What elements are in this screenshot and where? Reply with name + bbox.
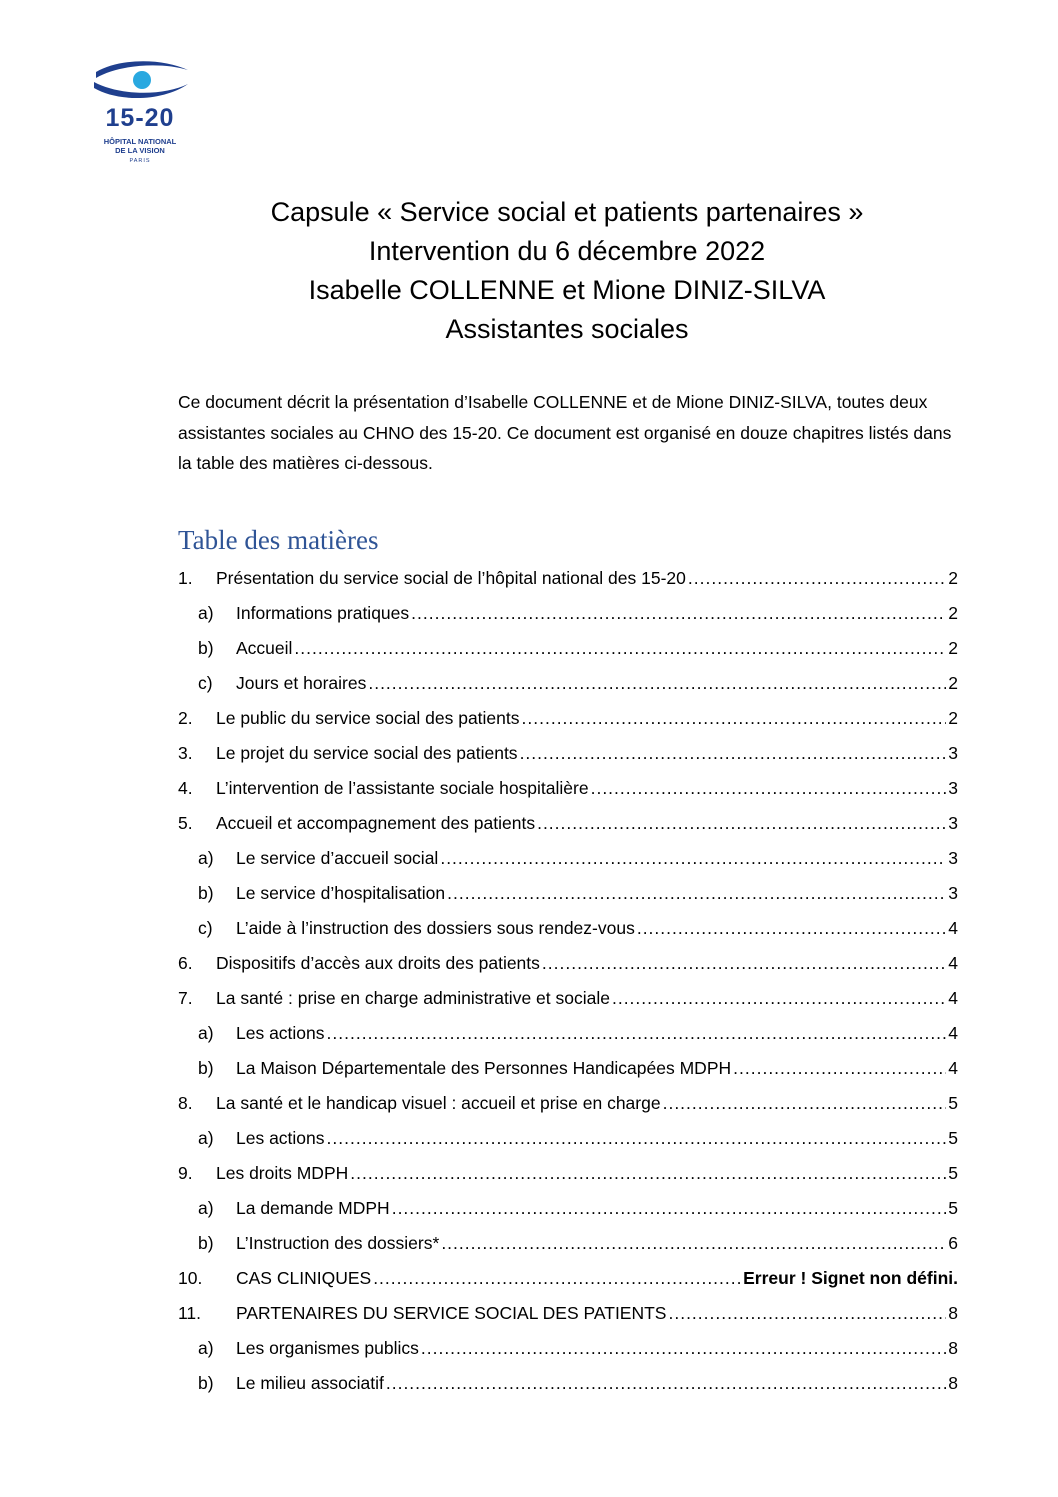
toc-entry[interactable] [178,981,958,1016]
toc-entry-text[interactable]: PARTENAIRES DU SERVICE SOCIAL DES PATIENTS [236,1303,667,1323]
toc-entry-page: 3 [948,848,958,868]
toc-entry-page: 2 [948,638,958,658]
toc-entry[interactable] [178,1156,958,1191]
toc-entry-text[interactable]: Accueil [236,638,293,658]
toc-leader-dots [663,1093,947,1114]
toc-leader-dots [294,638,946,659]
toc-entry[interactable] [178,736,958,771]
toc-entry[interactable] [178,1191,958,1226]
toc-entry-text[interactable]: Les droits MDPH [216,1163,349,1183]
toc-heading: Table des matières [178,525,379,555]
toc-entry[interactable] [178,666,958,701]
toc-entry-page: 3 [948,778,958,798]
eye-icon [90,58,192,108]
toc-entry[interactable] [178,701,958,736]
toc-leader-dots [637,918,946,939]
toc-entry[interactable] [178,1086,958,1121]
toc-entry-number: c) [198,918,213,938]
toc-entry-text[interactable]: Le public du service social des patients [216,708,520,728]
toc-entry-text[interactable]: La santé et le handicap visuel : accueil et prise en charge [216,1093,661,1113]
toc-entry-text[interactable]: L’aide à l’instruction des dossiers sous rendez-vous [236,918,635,938]
toc-entry-text[interactable]: Le projet du service social des patients [216,743,518,763]
toc-entry-number: 5. [178,813,193,833]
toc-entry-page: 8 [948,1338,958,1358]
toc-leader-dots [327,1128,947,1149]
toc-entry-number: a) [198,1198,214,1218]
toc-entry-number: a) [198,1023,214,1043]
toc-entry-page: 6 [948,1233,958,1253]
toc-leader-dots [520,743,947,764]
toc-leader-dots [668,1303,946,1324]
toc-entry-page: 5 [948,1198,958,1218]
toc-entry[interactable] [178,1226,958,1261]
toc-entry-page: 3 [948,883,958,903]
title-line-4: Assistantes sociales [445,314,689,344]
toc-leader-dots [373,1268,741,1289]
toc-entry[interactable] [178,806,958,841]
toc-entry-text[interactable]: Le milieu associatif [236,1373,384,1393]
hospital-logo [90,58,192,170]
toc-entry-number: b) [198,1058,214,1078]
title-line-1: Capsule « Service social et patients partenaires » [270,197,864,227]
toc-entry-page: 3 [948,743,958,763]
toc-entry-number: 9. [178,1163,193,1183]
toc-entry[interactable] [178,946,958,981]
toc-leader-dots [440,848,946,869]
toc-entry-page: 5 [948,1128,958,1148]
toc-entry-page: 2 [948,708,958,728]
toc-leader-dots [591,778,947,799]
toc-leader-dots [421,1338,946,1359]
toc-entry-page: 4 [948,953,958,973]
toc-entry-page: 4 [948,988,958,1008]
toc-entry[interactable] [178,841,958,876]
toc-leader-dots [447,883,946,904]
toc-entry-page: 4 [948,918,958,938]
toc-leader-dots [411,603,946,624]
toc-entry-number: b) [198,1233,214,1253]
toc-leader-dots [368,673,946,694]
toc-entry-text[interactable]: Les actions [236,1128,325,1148]
document-title [0,193,1058,349]
toc-leader-dots [522,708,947,729]
toc-entry-number: 2. [178,708,193,728]
toc-entry-text[interactable]: La demande MDPH [236,1198,390,1218]
toc-entry-page: 3 [948,813,958,833]
toc-entry[interactable] [178,596,958,631]
title-line-2: Intervention du 6 décembre 2022 [368,236,766,266]
toc-entry-text[interactable]: Le service d’accueil social [236,848,439,868]
toc-entry[interactable] [178,1016,958,1051]
toc-leader-dots [386,1373,946,1394]
toc-entry-page: 4 [948,1023,958,1043]
toc-entry[interactable] [178,1121,958,1156]
toc-entry-page: 8 [948,1373,958,1393]
toc-entry-page: 2 [948,603,958,623]
toc-entry-page: 2 [948,568,958,588]
toc-entry-text[interactable]: L’intervention de l’assistante sociale hospitalière [216,778,589,798]
toc-entry-page: Erreur ! Signet non défini. [743,1268,958,1288]
toc-leader-dots [733,1058,946,1079]
toc-entry-text[interactable]: Les organismes publics [236,1338,419,1358]
toc-entry[interactable] [178,561,958,596]
toc-entry-number: 11. [178,1303,202,1323]
logo-city: PARIS [129,158,151,164]
logo-line-2: DE LA VISION [115,146,165,155]
toc-entry-number: a) [198,603,214,623]
toc-entry-page: 5 [948,1163,958,1183]
toc-entry-text[interactable]: Accueil et accompagnement des patients [216,813,536,833]
toc-leader-dots [350,1163,946,1184]
title-line-3: Isabelle COLLENNE et Mione DINIZ-SILVA [308,275,826,305]
toc-leader-dots [537,813,946,834]
toc-entry-number: a) [198,1128,214,1148]
toc-entry-page: 8 [948,1303,958,1323]
toc-entry-number: a) [198,848,214,868]
toc-entry-number: 8. [178,1093,193,1113]
table-of-contents [178,561,958,1401]
toc-entry-text[interactable]: L’Instruction des dossiers* [236,1233,440,1253]
toc-entry-number: 6. [178,953,193,973]
toc-entry-number: 1. [178,568,193,588]
toc-entry-page: 5 [948,1093,958,1113]
toc-entry-text[interactable]: CAS CLINIQUES [236,1268,372,1288]
toc-leader-dots [441,1233,946,1254]
toc-entry-page: 2 [948,673,958,693]
toc-entry[interactable] [178,1051,958,1086]
toc-entry[interactable] [178,1331,958,1366]
toc-entry-text[interactable]: Le service d’hospitalisation [236,883,446,903]
toc-entry-text[interactable]: Informations pratiques [236,603,410,623]
toc-entry-text[interactable]: La Maison Départementale des Personnes Handicapées MDPH [236,1058,732,1078]
toc-entry-number: b) [198,883,214,903]
toc-leader-dots [392,1198,947,1219]
toc-entry-number: 7. [178,988,193,1008]
toc-entry-text[interactable]: Jours et horaires [236,673,367,693]
toc-entry-text[interactable]: La santé : prise en charge administrative et sociale [216,988,610,1008]
toc-leader-dots [542,953,946,974]
toc-entry-text[interactable]: Dispositifs d’accès aux droits des patients [216,953,540,973]
toc-entry[interactable] [178,911,958,946]
toc-entry-number: 4. [178,778,193,798]
intro-paragraph: Ce document décrit la présentation d’Isabelle COLLENNE et de Mione DINIZ-SILVA, toutes deux assistantes sociales au CHNO des 15-20. Ce document est organisé en douze chapitres listés dans la table des matières ci-dessous. [178,392,952,473]
toc-entry-text[interactable]: Présentation du service social de l’hôpital national des 15-20 [216,568,686,588]
toc-entry[interactable] [178,771,958,806]
toc-entry-number: c) [198,673,213,693]
toc-entry[interactable] [178,631,958,666]
toc-entry-page: 4 [948,1058,958,1078]
toc-leader-dots [612,988,946,1009]
toc-entry[interactable] [178,1296,958,1331]
toc-leader-dots [327,1023,947,1044]
toc-entry-number: a) [198,1338,214,1358]
toc-entry[interactable] [178,1366,958,1401]
toc-entry-number: b) [198,1373,214,1393]
logo-line-1: HÔPITAL NATIONAL [103,137,177,146]
logo-number: 15-20 [105,104,175,132]
toc-entry-number: b) [198,638,214,658]
toc-entry-number: 3. [178,743,193,763]
toc-entry-number: 10. [178,1268,203,1288]
toc-entry-text[interactable]: Les actions [236,1023,325,1043]
toc-entry[interactable] [178,876,958,911]
toc-entry[interactable] [178,1261,958,1296]
toc-leader-dots [688,568,946,589]
